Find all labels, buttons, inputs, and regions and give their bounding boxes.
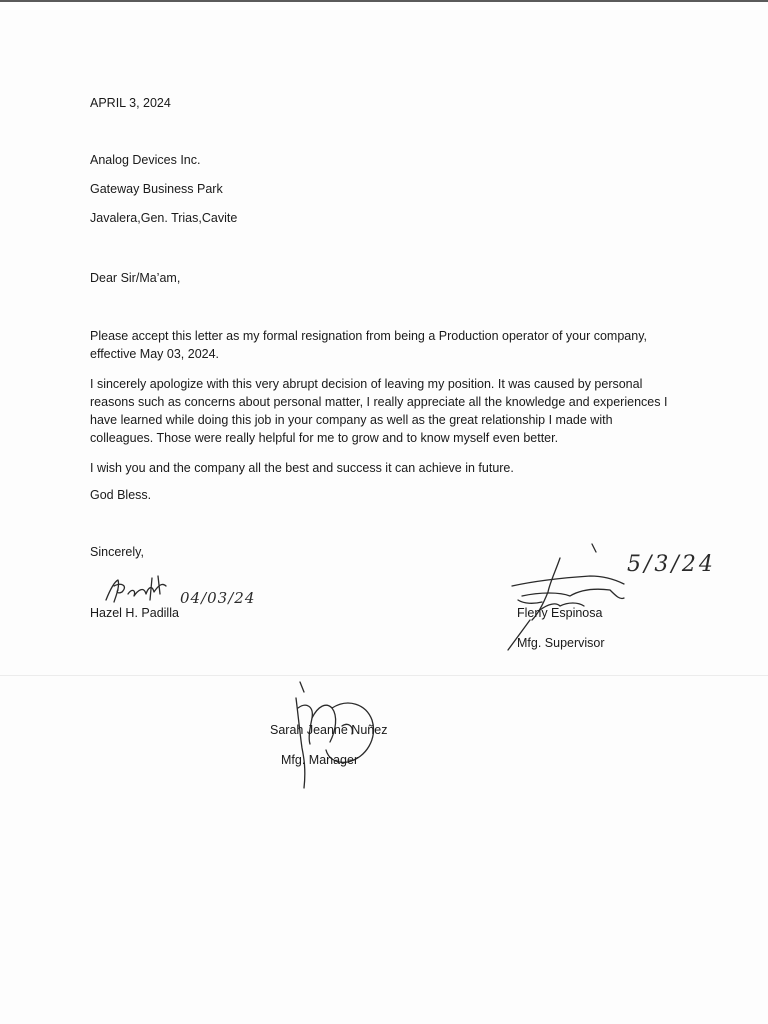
manager-name: Sarah Jeanne Nuñez: [270, 723, 388, 737]
scan-fold-line: [0, 675, 768, 676]
body-paragraph-2-line-1: I sincerely apologize with this very abrupt decision of leaving my position. It was caused by personal: [90, 377, 643, 391]
employee-name: Hazel H. Padilla: [90, 606, 179, 620]
body-paragraph-1-line-2: effective May 03, 2024.: [90, 347, 220, 361]
body-paragraph-2-line-3: have learned while doing this job in your company as well as the great relationship I made with: [90, 413, 613, 427]
recipient-address-line2: Javalera,Gen. Trias,Cavite: [90, 211, 238, 225]
recipient-company: Analog Devices Inc.: [90, 153, 201, 167]
body-paragraph-4: God Bless.: [90, 488, 152, 502]
supervisor-title: Mfg. Supervisor: [517, 636, 605, 650]
supervisor-name: Fleny Espinosa: [517, 606, 603, 620]
manager-title: Mfg. Manager: [281, 753, 359, 767]
body-paragraph-2-line-4: colleagues. Those were really helpful for me to grow and to know myself even better.: [90, 431, 559, 445]
closing: Sincerely,: [90, 545, 144, 559]
supervisor-handwritten-date: 5/3/24: [627, 552, 716, 577]
scan-edge: [0, 0, 768, 2]
employee-handwritten-date: 04/03/24: [180, 589, 256, 607]
recipient-address-line1: Gateway Business Park: [90, 182, 223, 196]
letter-date: APRIL 3, 2024: [90, 96, 171, 110]
body-paragraph-2-line-2: reasons such as concerns about personal matter, I really appreciate all the knowledge and experiences I: [90, 395, 668, 409]
body-paragraph-3: I wish you and the company all the best and success it can achieve in future.: [90, 461, 514, 475]
body-paragraph-1-line-1: Please accept this letter as my formal resignation from being a Production operator of your company,: [90, 329, 647, 343]
salutation: Dear Sir/Ma’am,: [90, 271, 181, 285]
